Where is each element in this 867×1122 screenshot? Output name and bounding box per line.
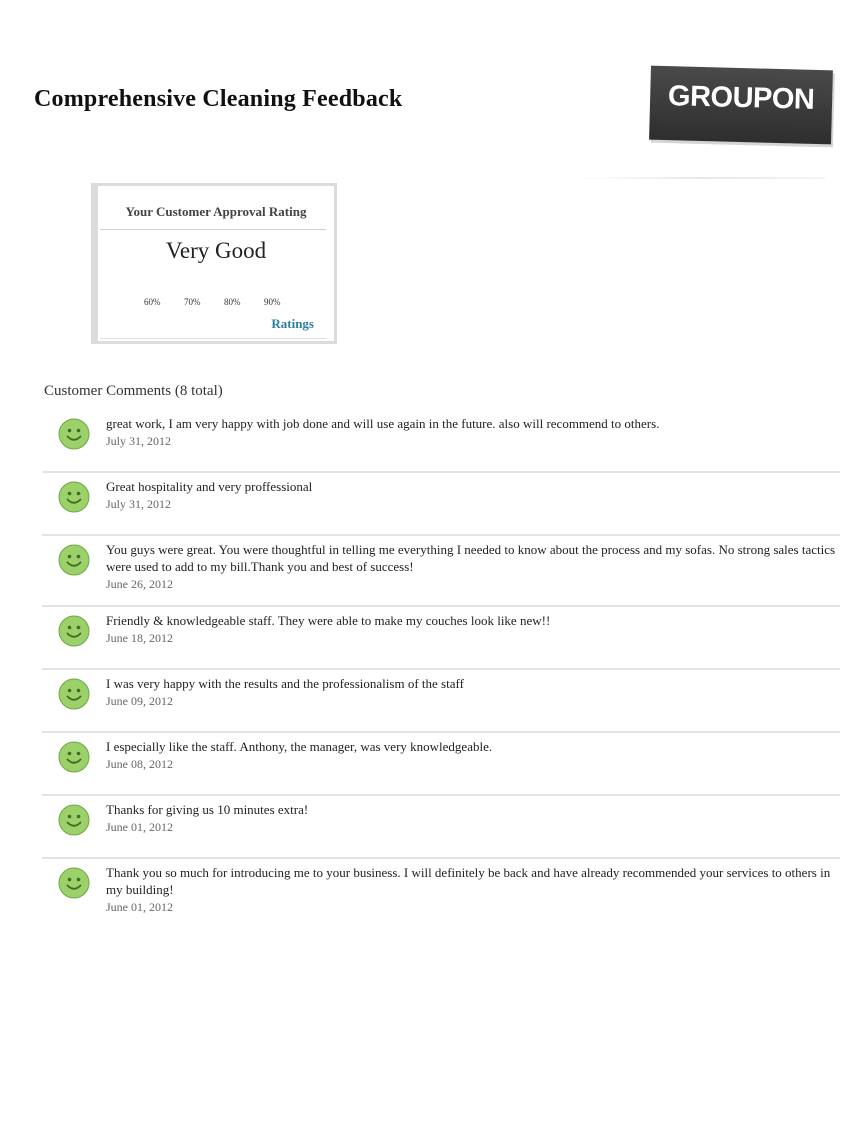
comment-item [42,607,840,670]
rating-card-divider [100,229,326,230]
scale-label-60: 60% [144,297,161,307]
comment-date: June 26, 2012 [106,577,173,591]
smiley-icon [58,678,90,710]
comment-date: June 09, 2012 [106,694,173,708]
comment-item [42,670,840,733]
comment-date: July 31, 2012 [106,434,172,448]
comment-text: I was very happy with the results and the professionalism of the staff [106,676,464,691]
scale-label-70: 70% [184,297,201,307]
comment-text: Great hospitality and very proffessional [106,479,313,494]
smiley-icon [58,481,90,513]
comment-item [42,410,840,473]
comment-item [42,796,840,859]
rating-scale [144,297,304,307]
comment-text: Friendly & knowledgeable staff. They were able to make my couches look like new!! [106,613,551,628]
comment-date: June 18, 2012 [106,631,173,645]
groupon-logo [649,66,833,145]
comment-text: I especially like the staff. Anthony, the manager, was very knowledgeable. [106,739,493,754]
comment-text: Thank you so much for introducing me to your business. I will definitely be back and have already recommended your services to others in my building! [106,865,831,897]
smiley-icon [58,867,90,899]
scale-label-80: 80% [224,297,241,307]
comment-text: Thanks for giving us 10 minutes extra! [106,802,309,817]
logo-divider [575,177,825,179]
logo-text: GROUPON [667,80,815,116]
smiley-icon [58,418,90,450]
comments-heading: Customer Comments (8 total) [44,383,223,399]
comment-item [42,473,840,536]
approval-rating-card [91,183,337,344]
comments-list [42,410,840,928]
smiley-icon [58,544,90,576]
comment-text: great work, I am very happy with job done and will use again in the future. also will recommend to others. [106,416,660,431]
rating-card-bottom-border [100,338,326,339]
comment-date: July 31, 2012 [106,497,172,511]
scale-label-90: 90% [264,297,281,307]
comment-item [42,733,840,796]
comment-date: June 08, 2012 [106,757,173,771]
comment-item [42,859,840,928]
rating-value: Very Good [165,238,267,263]
comment-item [42,536,840,607]
page-title: Comprehensive Cleaning Feedback [34,86,403,112]
smiley-icon [58,804,90,836]
comment-text: You guys were great. You were thoughtful in telling me everything I needed to know about the process and my sofas. No strong sales tactics were used to add to my bill.Thank you and best of success! [106,542,836,574]
smiley-icon [58,615,90,647]
ratings-link[interactable]: Ratings [271,316,314,331]
smiley-icon [58,741,90,773]
rating-card-title: Your Customer Approval Rating [125,204,307,219]
comment-date: June 01, 2012 [106,820,173,834]
comment-date: June 01, 2012 [106,900,173,914]
